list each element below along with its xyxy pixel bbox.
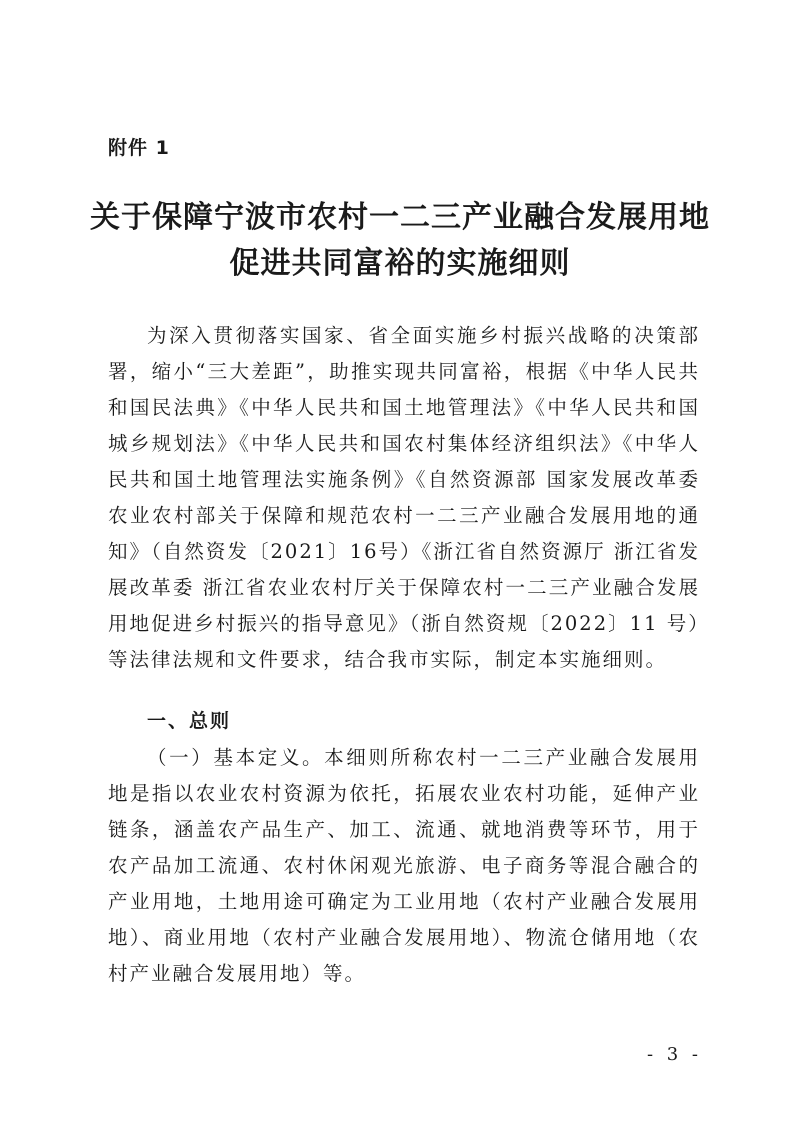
page-number: - 3 - [646,1044,702,1065]
definition-paragraph: （一）基本定义。本细则所称农村一二三产业融合发展用地是指以农业农村资源为依托，拓展农业农村功能，延伸产业链条，涵盖农产品生产、加工、流通、就地消费等环节，用于农产品加工流通、农村休闲观光旅游、电子商务等混合融合的产业用地，土地用途可确定为工业用地（农村产业融合发展用地）、商业用地（农村产业融合发展用地）、物流仓储用地（农村产业融合发展用地）等。 [108,746,700,985]
document-title-line-2: 促进共同富裕的实施细则 [229,246,571,281]
intro-section [108,318,700,678]
document-title-line-1: 关于保障宁波市农村一二三产业融合发展用地 [90,200,710,235]
section-heading-general: 一、总则 [147,710,232,732]
definition-section [108,740,700,992]
attachment-label: 附件 1 [108,137,170,159]
intro-paragraph: 为深入贯彻落实国家、省全面实施乡村振兴战略的决策部署，缩小“三大差距”，助推实现共同富裕，根据《中华人民共和国民法典》《中华人民共和国土地管理法》《中华人民共和国城乡规划法》《中华人民共和国农村集体经济组织法》《中华人民共和国土地管理法实施条例》《自然资源部 国家发展改革委 农业农村部关于保障和规范农村一二三产业融合发展用地的通知》（自然资发〔2021〕16号）《浙江省自然资源厅 浙江省发展改革委 浙江省农业农村厅关于保障农村一二三产业融合发展用地促进乡村振兴的指导意见》（浙自然资规〔2022〕11 号）等法律法规和文件要求，结合我市实际，制定本实施细则。 [108,324,700,671]
